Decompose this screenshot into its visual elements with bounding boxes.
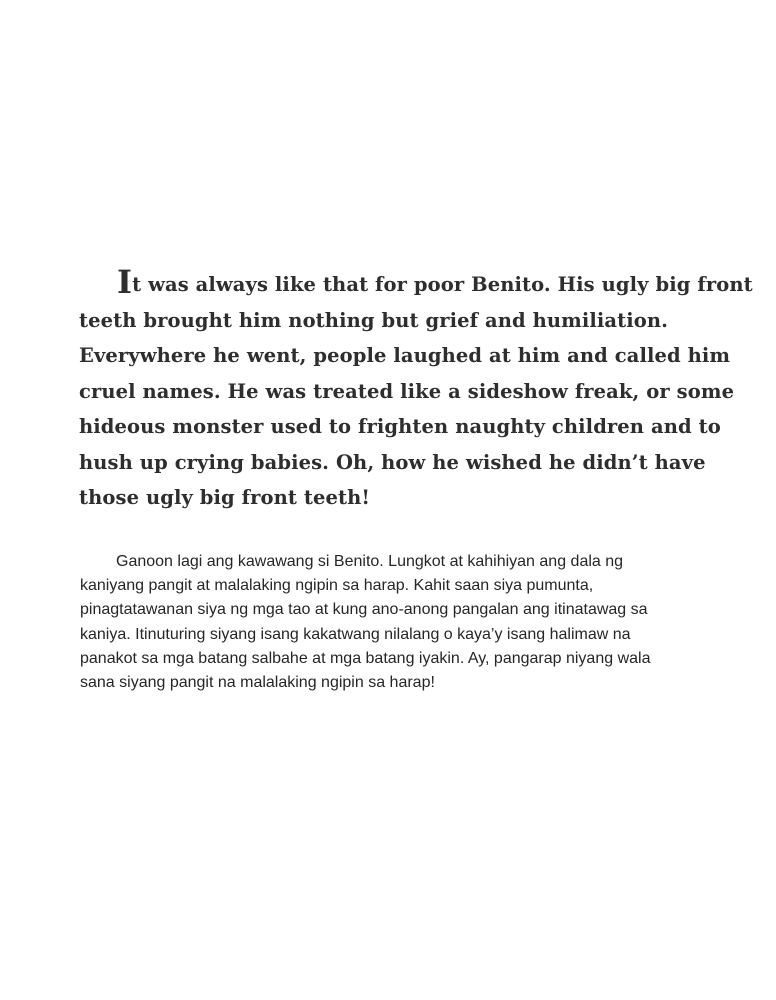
english-line: teeth brought him nothing but grief and humiliation. [79,308,669,332]
english-line [79,263,753,303]
english-line: those ugly big front teeth! [79,486,371,509]
english-line: Everywhere he went, people laughed at him and called him [79,344,731,367]
filipino-line: Ganoon lagi ang kawawang si Benito. Lungkot at kahihiyan ang dala ng [116,553,624,570]
filipino-line: kaniyang pangit at malalaking ngipin sa harap. Kahit saan siya pumunta, [80,577,594,595]
drop-cap: I [117,263,133,301]
english-line-text: t was always like that for poor Benito. His ugly big front [132,273,753,296]
filipino-line: panakot sa mga batang salbahe at mga batang iyakin. Ay, pangarap niyang wala [80,649,651,667]
filipino-line: sana siyang pangit na malalaking ngipin sa harap! [80,674,435,692]
english-paragraph [79,263,753,516]
filipino-line: kaniya. Itinuturing siyang isang kakatwang nilalang o kaya’y isang halimaw na [80,625,631,643]
filipino-line: pinagtatawanan siya ng mga tao at kung ano-anong pangalan ang itinatawag sa [80,601,648,619]
filipino-paragraph [80,550,710,695]
english-line: cruel names. He was treated like a sideshow freak, or some [79,379,735,403]
english-line: hush up crying babies. Oh, how he wished he didn’t have [79,450,706,474]
english-line: hideous monster used to frighten naughty children and to [79,415,721,438]
